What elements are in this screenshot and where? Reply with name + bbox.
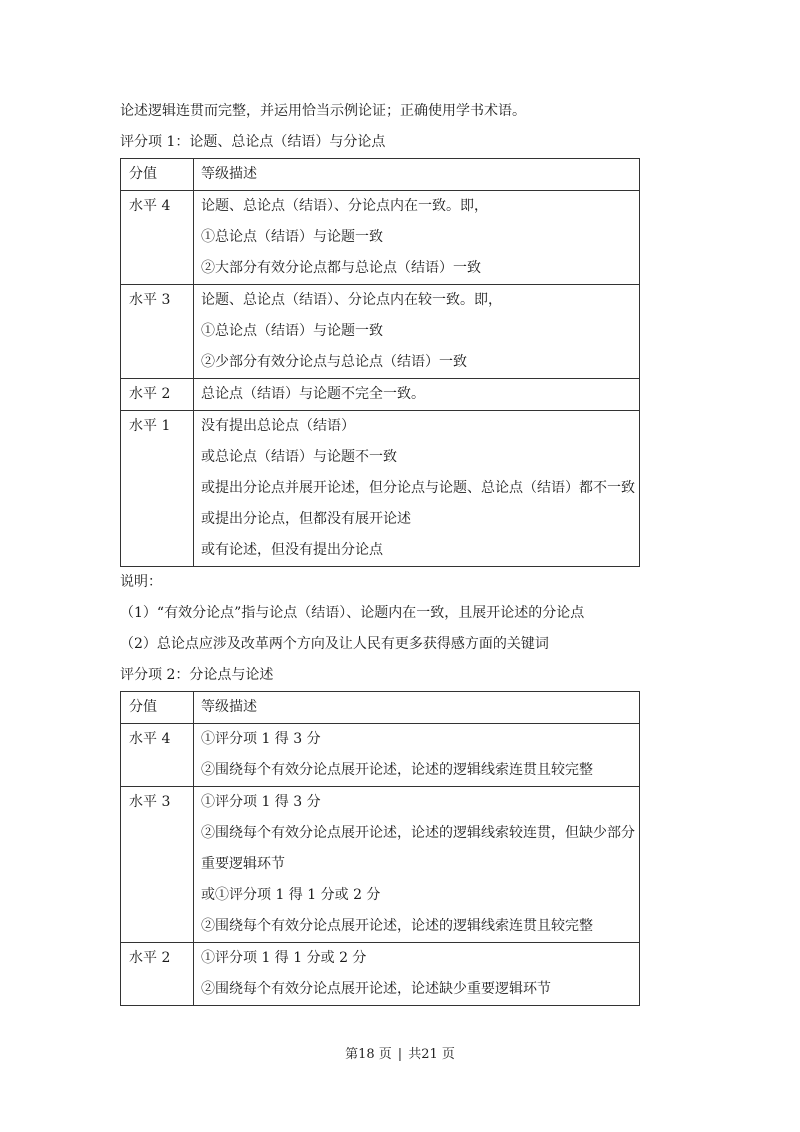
- note-item: （2）总论点应涉及改革两个方向及让人民有更多获得感方面的关键词: [120, 636, 549, 652]
- description-line: ②围绕每个有效分论点展开论述，论述的逻辑线索连贯且较完整: [201, 918, 593, 934]
- notes-title: 说明：: [120, 574, 162, 590]
- note-item: （1）“有效分论点”指与论点（结语）、论题内在一致，且展开论述的分论点: [120, 605, 585, 621]
- description-line: 论题、总论点（结语）、分论点内在较一致。即，: [201, 292, 502, 308]
- table-header-row: [121, 692, 640, 724]
- level-label: 水平 1: [129, 418, 171, 434]
- table-row: [121, 379, 640, 411]
- level-label: 水平 4: [129, 731, 171, 747]
- description-line: 或提出分论点并展开论述，但分论点与论题、总论点（结语）都不一致: [201, 480, 635, 496]
- description-line: 论题、总论点（结语）、分论点内在一致。即，: [201, 198, 488, 214]
- description-line: 重要逻辑环节: [201, 856, 285, 872]
- header-description-label: 等级描述: [201, 166, 257, 182]
- description-line: ②大部分有效分论点都与总论点（结语）一致: [201, 260, 481, 276]
- description-line: 或总论点（结语）与论题不一致: [201, 449, 397, 465]
- description-line: ①评分项 1 得 1 分或 2 分: [201, 950, 367, 966]
- description-line: ①评分项 1 得 3 分: [201, 794, 321, 810]
- description-line: ②少部分有效分论点与总论点（结语）一致: [201, 354, 467, 370]
- section1-heading: 评分项 1：论题、总论点（结语）与分论点: [120, 134, 386, 150]
- page-footer: [0, 1043, 800, 1062]
- description-line: ②围绕每个有效分论点展开论述，论述的逻辑线索较连贯，但缺少部分: [201, 825, 635, 841]
- header-score-label: 分值: [129, 166, 157, 182]
- description-line: 总论点（结语）与论题不完全一致。: [201, 386, 425, 402]
- description-line: 或提出分论点，但都没有展开论述: [201, 511, 411, 527]
- table-row: [121, 943, 640, 1006]
- scoring-table-1: [120, 158, 640, 567]
- document-page: [120, 96, 640, 1006]
- table-row: [121, 724, 640, 787]
- header-description-label: 等级描述: [201, 699, 257, 715]
- level-label: 水平 3: [129, 794, 171, 810]
- description-line: 没有提出总论点（结语）: [201, 418, 355, 434]
- header-score-label: 分值: [129, 699, 157, 715]
- description-line: 或①评分项 1 得 1 分或 2 分: [201, 887, 381, 903]
- table-row: [121, 411, 640, 567]
- table-row: [121, 191, 640, 285]
- page-number: 第18 页: [345, 1047, 392, 1062]
- description-line: ①评分项 1 得 3 分: [201, 731, 321, 747]
- scoring-table-2: [120, 691, 640, 1006]
- level-label: 水平 4: [129, 198, 171, 214]
- description-line: ①总论点（结语）与论题一致: [201, 229, 383, 245]
- description-line: ②围绕每个有效分论点展开论述，论述缺少重要逻辑环节: [201, 981, 551, 997]
- description-line: 或有论述，但没有提出分论点: [201, 542, 383, 558]
- description-line: ①总论点（结语）与论题一致: [201, 323, 383, 339]
- table-row: [121, 787, 640, 943]
- section2-heading: 评分项 2：分论点与论述: [120, 667, 274, 683]
- intro-line: 论述逻辑连贯而完整，并运用恰当示例论证；正确使用学书术语。: [120, 103, 526, 119]
- total-pages: 共21 页: [408, 1047, 455, 1062]
- level-label: 水平 2: [129, 386, 171, 402]
- level-label: 水平 2: [129, 950, 171, 966]
- footer-separator: |: [397, 1047, 403, 1062]
- description-line: ②围绕每个有效分论点展开论述，论述的逻辑线索连贯且较完整: [201, 762, 593, 778]
- table-header-row: [121, 159, 640, 191]
- table-row: [121, 285, 640, 379]
- level-label: 水平 3: [129, 292, 171, 308]
